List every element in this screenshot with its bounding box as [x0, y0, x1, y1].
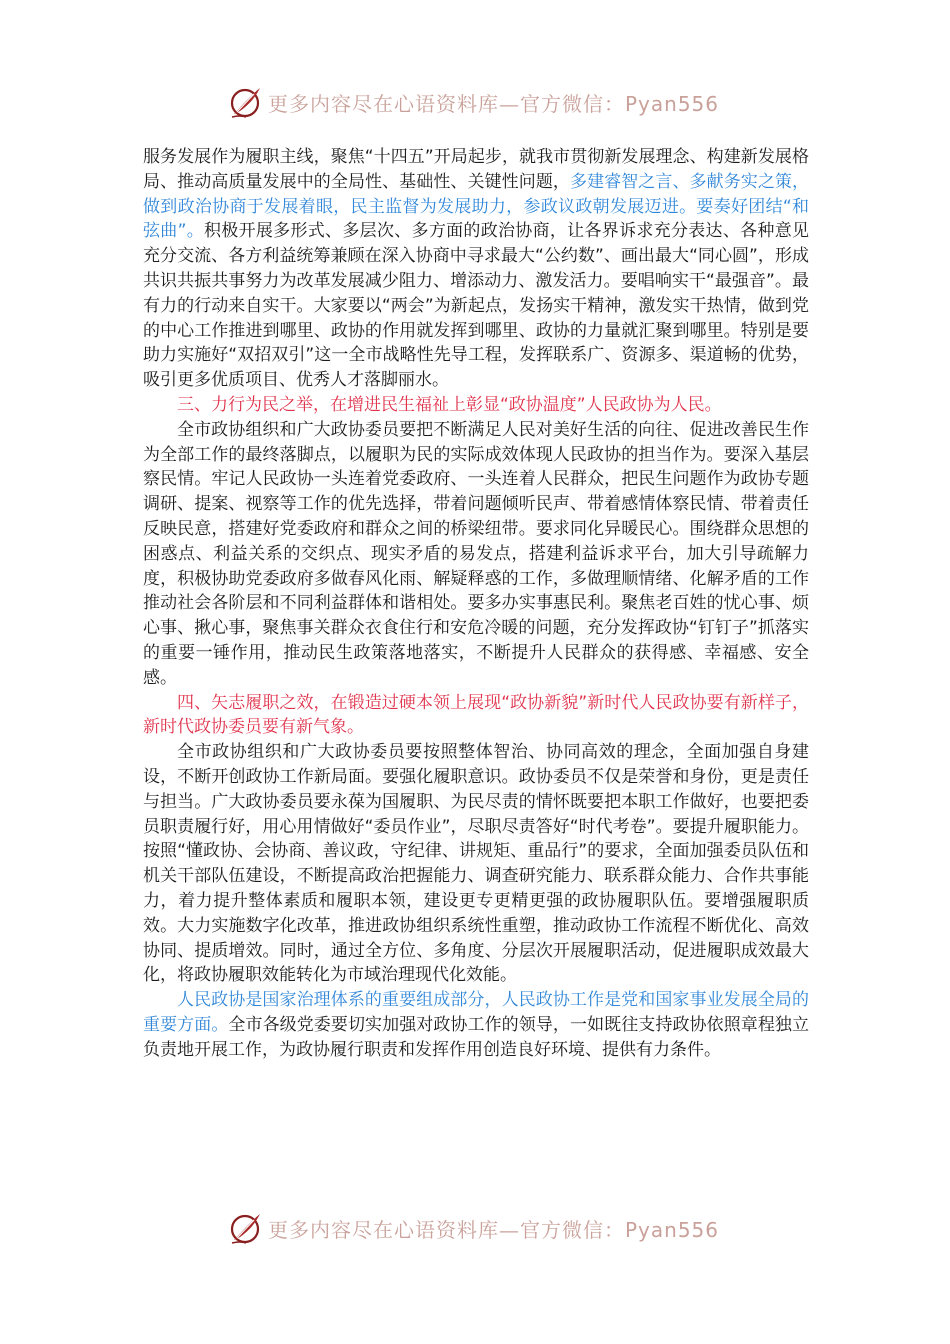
paragraph-1 [143, 145, 809, 393]
paragraph-4 [143, 740, 809, 988]
watermark-header [228, 82, 728, 122]
text-segment: 积极开展多形式、多层次、多方面的政治协商，让各界诉求充分表达、各种意见充分交流、各方利益统筹兼顾在深入协商中寻求最大“公约数”、画出最大“同心圆”，形成共识共振共事努力为改革发展减少阻力、增添动力、激发活力。要唱响实干“最强音”。最有力的行动来自实干。大家要以“两会”为新起点，发扬实干精神，激发实干热情，做到党的中心工作推进到哪里、政协的作用就发挥到哪里、政协的力量就汇聚到哪里。特别是要助力实施好“双招双引”这一全市战略性先导工程，发挥联系广、资源多、渠道畅的优势，吸引更多优质项目、优秀人才落脚丽水。 [143, 221, 810, 391]
document-body [143, 145, 809, 1062]
watermark-id: Pyan556 [625, 91, 720, 116]
watermark-text: 更多内容尽在心语资料库—官方微信：Pyan556 [268, 1217, 720, 1242]
text-segment: 全市政协组织和广大政协委员要按照整体智治、协同高效的理念，全面加强自身建设，不断开创政协工作新局面。要强化履职意识。政协委员不仅是荣誉和身份，更是责任与担当。广大政协委员要永葆为国履职、为民尽责的情怀既要把本职工作做好，也要把委员职责履行好，用心用情做好“委员作业”，尽职尽责答好“时代考卷”。要提升履职能力。按照“懂政协、会协商、善议政，守纪律、讲规矩、重品行”的要求，全面加强委员队伍和机关干部队伍建设，不断提高政治把握能力、调查研究能力、联系群众能力、合作共事能力，着力提升整体素质和履职本领，建设更专更精更强的政协履职队伍。要增强履职质效。大力实施数字化改革，推进政协组织系统性重塑，推动政协工作流程不断优化、高效协同、提质增效。同时，通过全方位、多角度、分层次开展履职活动，促进履职成效最大化，将政协履职效能转化为市域治理现代化效能。 [143, 742, 809, 986]
highlight-segment: 多建睿智之言、多献务实之策，做到政治协商于发展着眼，民主监督为发展助力，参政议政朝发展迈进。要奏好团结“和弦曲”。 [143, 171, 810, 242]
paragraph-5 [143, 988, 809, 1062]
text-segment: 服务发展作为履职主线，聚焦“十四五”开局起步，就我市贯彻新发展理念、构建新发展格局、推动高质量发展中的全局性、基础性、关键性问题， [143, 147, 809, 192]
paragraph-3 [143, 418, 809, 691]
section-heading-4: 四、矢志履职之效，在锻造过硬本领上展现“政协新貌”新时代人民政协要有新样子，新时代政协委员要有新气象。 [143, 692, 809, 738]
watermark-text: 更多内容尽在心语资料库—官方微信：Pyan556 [268, 91, 720, 116]
watermark-id: Pyan556 [625, 1217, 720, 1242]
watermark-footer [228, 1208, 728, 1248]
highlight-segment: 人民政协是国家治理体系的重要组成部分，人民政协工作是党和国家事业发展全局的重要方面。 [143, 990, 809, 1035]
quill-logo-icon [228, 1210, 264, 1246]
text-segment: 全市政协组织和广大政协委员要把不断满足人民对美好生活的向往、促进改善民生作为全部工作的最终落脚点，以履职为民的实际成效体现人民政协的担当作为。要深入基层察民情。牢记人民政协一头连着党委政府、一头连着人民群众，把民生问题作为政协专题调研、提案、视察等工作的优先选择，带着问题倾听民声、带着感情体察民情、带着责任反映民意，搭建好党委政府和群众之间的桥梁纽带。要求同化异暖民心。围绕群众思想的困惑点、利益关系的交织点、现实矛盾的易发点，搭建利益诉求平台，加大引导疏解力度，积极协助党委政府多做春风化雨、解疑释惑的工作，多做理顺情绪、化解矛盾的工作推动社会各阶层和不同利益群体和谐相处。要多办实事惠民利。聚焦老百姓的忧心事、烦心事、揪心事，聚焦事关群众衣食住行和安危冷暖的问题，充分发挥政协“钉钉子”抓落实的重要一锤作用，推动民生政策落地落实，不断提升人民群众的获得感、幸福感、安全感。 [143, 419, 809, 688]
quill-logo-icon [228, 84, 264, 120]
section-heading-3: 三、力行为民之举，在增进民生福祉上彰显“政协温度”人民政协为人民。 [177, 394, 722, 415]
text-segment: 全市各级党委要切实加强对政协工作的领导，一如既往支持政协依照章程独立负责地开展工作，为政协履行职责和发挥作用创造良好环境、提供有力条件。 [143, 1014, 810, 1060]
